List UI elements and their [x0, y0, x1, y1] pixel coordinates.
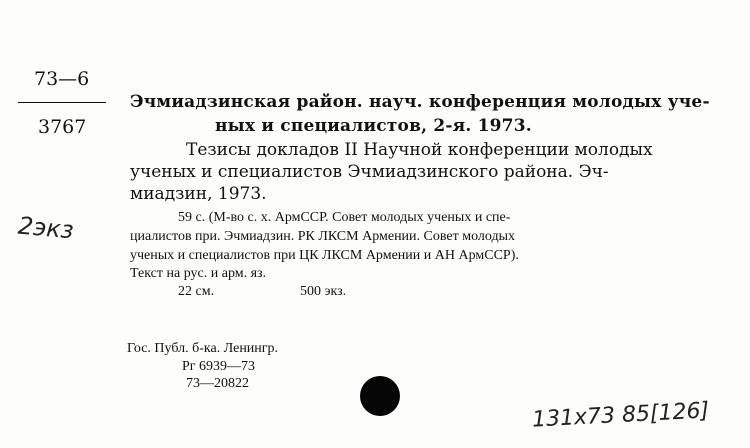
- shelf-mark-divider: [18, 102, 106, 103]
- heading-line-1: Эчмиадзинская район. науч. конференция молодых уче-: [130, 92, 710, 112]
- heading-line-2: ных и специалистов, 2-я. 1973.: [215, 116, 532, 136]
- title-line-3: миадзин, 1973.: [130, 184, 267, 204]
- size-value: 22 см.: [178, 284, 215, 299]
- title-line-2: ученых и специалистов Эчмиадзинского района. Эч-: [130, 162, 609, 182]
- description-line-2: циалистов при. Эчмиадзин. РК ЛКСМ Армении. Совет молодых: [130, 229, 516, 244]
- registration-number: Рг 6939—73: [182, 359, 256, 374]
- card-number: 73—20822: [186, 376, 249, 391]
- description-line-1: 59 с. (М-во с. х. АрмССР. Совет молодых ученых и спе-: [178, 210, 511, 225]
- handwritten-code: 131x73 85[126]: [531, 398, 710, 433]
- shelf-mark-top: 73—6: [34, 68, 90, 90]
- copies-value: 500 экз.: [300, 284, 347, 299]
- library-name: Гос. Публ. б-ка. Ленингр.: [127, 341, 279, 356]
- copies-handwritten-note: 2экз: [16, 211, 75, 245]
- title-line-1: Тезисы докладов II Научной конференции молодых: [186, 140, 653, 160]
- description-line-3: ученых и специалистов при ЦК ЛКСМ Армении и АН АрмССР).: [130, 248, 519, 263]
- description-line-4: Текст на рус. и арм. яз.: [130, 266, 267, 281]
- shelf-mark-bottom: 3767: [38, 116, 87, 138]
- punch-hole: [360, 376, 400, 416]
